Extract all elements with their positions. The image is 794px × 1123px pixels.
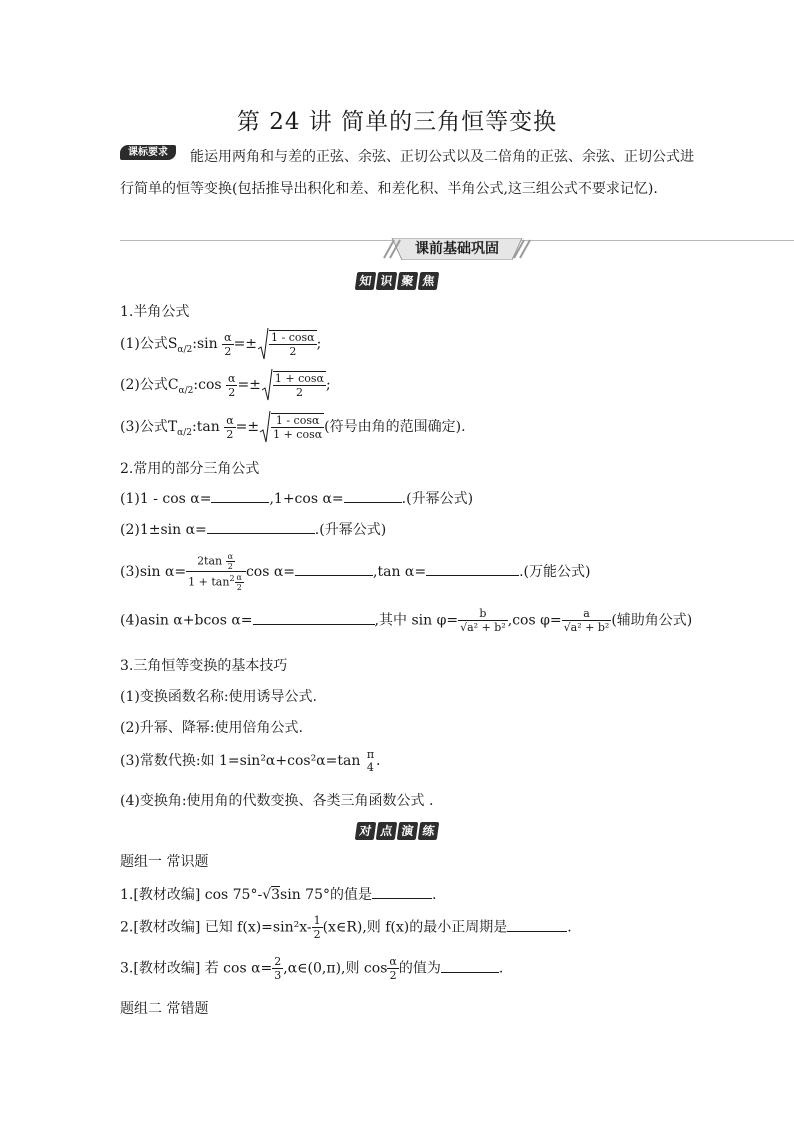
chip-char: 练 [418, 822, 440, 840]
question-3 [120, 955, 503, 982]
equals-pm: =± [237, 377, 261, 393]
s1-heading: 1.半角公式 [120, 304, 190, 320]
formula-fn: :tan [192, 419, 220, 435]
formula-subscript: α/2 [177, 345, 193, 355]
radical-icon [259, 410, 271, 444]
text: . [567, 919, 572, 936]
s3-heading: 3.三角恒等变换的基本技巧 [120, 658, 288, 674]
page-title: 第 24 讲 简单的三角恒等变换 [236, 109, 558, 135]
fraction: π 4 [366, 748, 375, 774]
text: . [498, 960, 504, 977]
fraction: $\frac{1}{2}$ [313, 914, 321, 941]
text: ,cos φ= [507, 612, 562, 629]
text: (2)1±sin α= [120, 522, 207, 538]
radical-icon [261, 368, 273, 402]
text: .(万能公式) [519, 564, 591, 581]
question-1: 1.[教材改编] cos 75°-√3sin 75°的值是 . [120, 884, 436, 904]
equals-pm: =± [235, 419, 260, 435]
fraction: $\frac{\alpha}{2}$ [228, 371, 236, 399]
chip-char: 点 [376, 822, 398, 840]
equals-pm: =± [233, 336, 258, 352]
chip-char: 聚 [397, 272, 419, 290]
text: 2.[教材改编] 已知 f(x)=sin²x- [120, 919, 312, 936]
fraction: $\frac{\alpha}{2}$ [389, 955, 397, 982]
formula-fn: :sin [192, 336, 218, 352]
fraction: $\frac{\alpha}{2}$ [224, 330, 232, 358]
answer-blank [426, 561, 519, 576]
text: (3)常数代换:如 1=sin²α+cos²α=tan [120, 753, 361, 769]
formula-prefix: (2)公式C [120, 377, 179, 393]
half-angle-tan [120, 410, 466, 444]
answer-blank [441, 958, 499, 973]
s3-line4: (4)变换角:使用角的代数变换、各类三角函数公式 . [120, 793, 434, 809]
s2-line4 [120, 607, 692, 634]
fraction: $\frac{b}{\text{√a² + b²}}$ [460, 607, 506, 634]
group2-heading: 题组二 常错题 [120, 1001, 209, 1017]
text: (x∈R),则 f(x)的最小正周期是 [322, 919, 508, 936]
text: (4)asin α+bcos α= [120, 612, 253, 629]
section-banner-title: 课前基础巩固 [415, 241, 499, 257]
group1-heading: 题组一 常识题 [120, 854, 209, 870]
s2-line3 [120, 552, 590, 592]
text: 的值为 [398, 960, 441, 977]
fraction: $\frac{2}{3}$ [274, 955, 282, 982]
formula-subscript: α/2 [178, 386, 194, 396]
requirement-tag: 课标要求 [120, 145, 176, 160]
answer-blank [295, 561, 373, 576]
text: 3.[教材改编] 若 cos α= [120, 960, 273, 977]
fraction: $\frac{a}{\text{√a² + b²}}$ [563, 607, 610, 634]
s2-line2 [120, 519, 386, 539]
half-angle-sin [120, 327, 321, 361]
text: ,α∈(0,π),则 cos [283, 960, 388, 977]
practice-heading [0, 820, 794, 840]
answer-blank [344, 488, 402, 503]
text: cos α= [245, 564, 296, 581]
formula-subscript: α/2 [177, 428, 193, 438]
question-2 [120, 914, 572, 941]
formula-prefix: (1)公式S [120, 336, 178, 352]
sqrt: $\frac{1 + \cos\alpha}{2}$ [261, 368, 326, 402]
text: (3)sin α= [120, 564, 187, 581]
text: .(升幂公式) [314, 522, 387, 538]
radicand: 3 [271, 887, 281, 903]
chip-char: 演 [397, 822, 419, 840]
answer-blank [207, 519, 315, 534]
s3-line3 [120, 748, 381, 774]
chip-char: 对 [355, 822, 377, 840]
knowledge-focus-heading [0, 270, 794, 290]
s3-line1: (1)变换函数名称:使用诱导公式. [120, 689, 317, 705]
text: sin 75°的值是 [280, 887, 372, 903]
s3-line2: (2)升幂、降幂:使用倍角公式. [120, 720, 303, 736]
s2-line1 [120, 488, 473, 508]
text: ,其中 sin φ= [374, 612, 459, 629]
text: (辅助角公式) [611, 612, 693, 629]
answer-blank [211, 488, 269, 503]
text: ,1+cos α= [269, 491, 344, 507]
semicolon: ; [316, 336, 322, 352]
text: 1.[教材改编] cos 75°- [120, 887, 263, 903]
semicolon: ; [326, 377, 331, 393]
text: . [431, 887, 437, 903]
chip-char: 识 [376, 272, 398, 290]
text: . [376, 753, 381, 769]
text: (1)1 - cos α= [120, 491, 212, 507]
text: ,tan α= [373, 564, 427, 581]
fraction: $\frac{\alpha}{2}$ [226, 413, 234, 441]
radical-icon [257, 327, 269, 361]
text: .(升幂公式) [401, 491, 474, 507]
s2-heading: 2.常用的部分三角公式 [120, 461, 260, 477]
requirement-text: 能运用两角和与差的正弦、余弦、正切公式以及二倍角的正弦、余弦、正切公式进行简单的恒等变换(包括推导出积化和差、和差化积、半角公式,这三组公式不要求记忆). [120, 149, 694, 197]
answer-blank [507, 917, 567, 932]
answer-blank [253, 610, 375, 625]
universal-fraction: 2tan $\frac{\alpha}{2}$ $1 + \tan^2$ $\frac{\alpha}{2}$ [186, 552, 246, 592]
chip-char: 焦 [418, 272, 440, 290]
sqrt: $\frac{1 - \cos\alpha}{2}$ [257, 327, 317, 361]
sqrt: $\frac{1 - \cos\alpha}{1 + \cos\alpha}$ [259, 410, 324, 444]
formula-fn: :cos [193, 377, 222, 393]
answer-blank [372, 884, 432, 899]
chip-char: 知 [355, 272, 377, 290]
formula-prefix: (3)公式T [120, 419, 178, 435]
half-angle-cos [120, 368, 331, 402]
sign-note: (符号由角的范围确定). [324, 419, 466, 435]
